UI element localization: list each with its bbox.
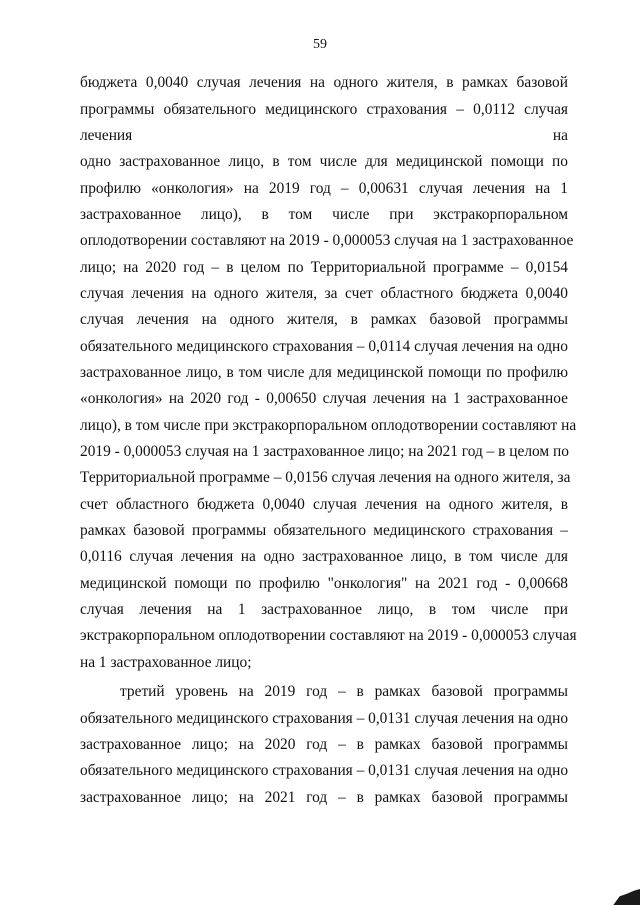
text-line: Территориальной программе – 0,0156 случая лечения на одного жителя, за — [80, 469, 571, 486]
text-line: застрахованное лицо; на 2020 год – в рамках базовой программы — [80, 736, 568, 753]
text-line: застрахованное лицо), в том числе при экстракорпоральном — [80, 206, 568, 223]
text-line: 2019 - 0,000053 случая на 1 застрахованное лицо; на 2021 год – в целом по — [80, 443, 569, 460]
text-line: «онкология» на 2020 год - 0,00650 случая лечения на 1 застрахованное — [80, 390, 568, 407]
text-line: застрахованное лицо; на 2021 год – в рамках базовой программы — [80, 789, 568, 806]
text-line: медицинской помощи по профилю "онкология" на 2021 год - 0,00668 — [80, 575, 568, 592]
text-line: застрахованное лицо, в том числе для медицинской помощи по профилю — [80, 364, 568, 381]
text-line: бюджета 0,0040 случая лечения на одного жителя, в рамках базовой — [80, 74, 568, 91]
text-line: лицо), в том числе при экстракорпоральном оплодотворении составляют на — [80, 417, 577, 434]
text-line: случая лечения на 1 застрахованное лицо, в том числе при — [80, 601, 568, 618]
text-line-split — [80, 126, 568, 146]
paragraph-first-line: третий уровень на 2019 год – в рамках базовой программы — [120, 683, 568, 700]
text-fragment-right: на — [552, 127, 568, 144]
scan-corner-mark — [611, 889, 640, 905]
text-fragment-left: лечения — [80, 127, 133, 144]
text-line: случая лечения на одного жителя, за счет областного бюджета 0,0040 — [80, 285, 568, 302]
page-number: 59 — [313, 37, 327, 52]
text-line: экстракорпоральном оплодотворении составляют на 2019 - 0,000053 случая — [80, 627, 577, 644]
text-line: 0,0116 случая лечения на одно застрахованное лицо, в том числе для — [80, 548, 568, 565]
text-line: обязательного медицинского страхования – 0,0131 случая лечения на одно — [80, 762, 569, 779]
text-line: рамках базовой программы обязательного медицинского страхования – — [80, 522, 568, 539]
text-line: счет областного бюджета 0,0040 случая лечения на одного жителя, в — [80, 496, 568, 513]
text-line: обязательного медицинского страхования – 0,0131 случая лечения на одно — [80, 710, 569, 727]
text-line: одно застрахованное лицо, в том числе для медицинской помощи по — [80, 153, 568, 170]
text-line: программы обязательного медицинского страхования – 0,0112 случая — [80, 101, 568, 118]
text-line: случая лечения на одного жителя, в рамках базовой программы — [80, 311, 568, 328]
text-line: профилю «онкология» на 2019 год – 0,00631 случая лечения на 1 — [80, 180, 568, 197]
text-line: лицо; на 2020 год – в целом по Территориальной программе – 0,0154 — [80, 259, 568, 276]
text-line: обязательного медицинского страхования – 0,0114 случая лечения на одно — [80, 338, 568, 355]
text-line: на 1 застрахованное лицо; — [80, 654, 252, 671]
text-line: оплодотворении составляют на 2019 - 0,000053 случая на 1 застрахованное — [80, 232, 574, 249]
